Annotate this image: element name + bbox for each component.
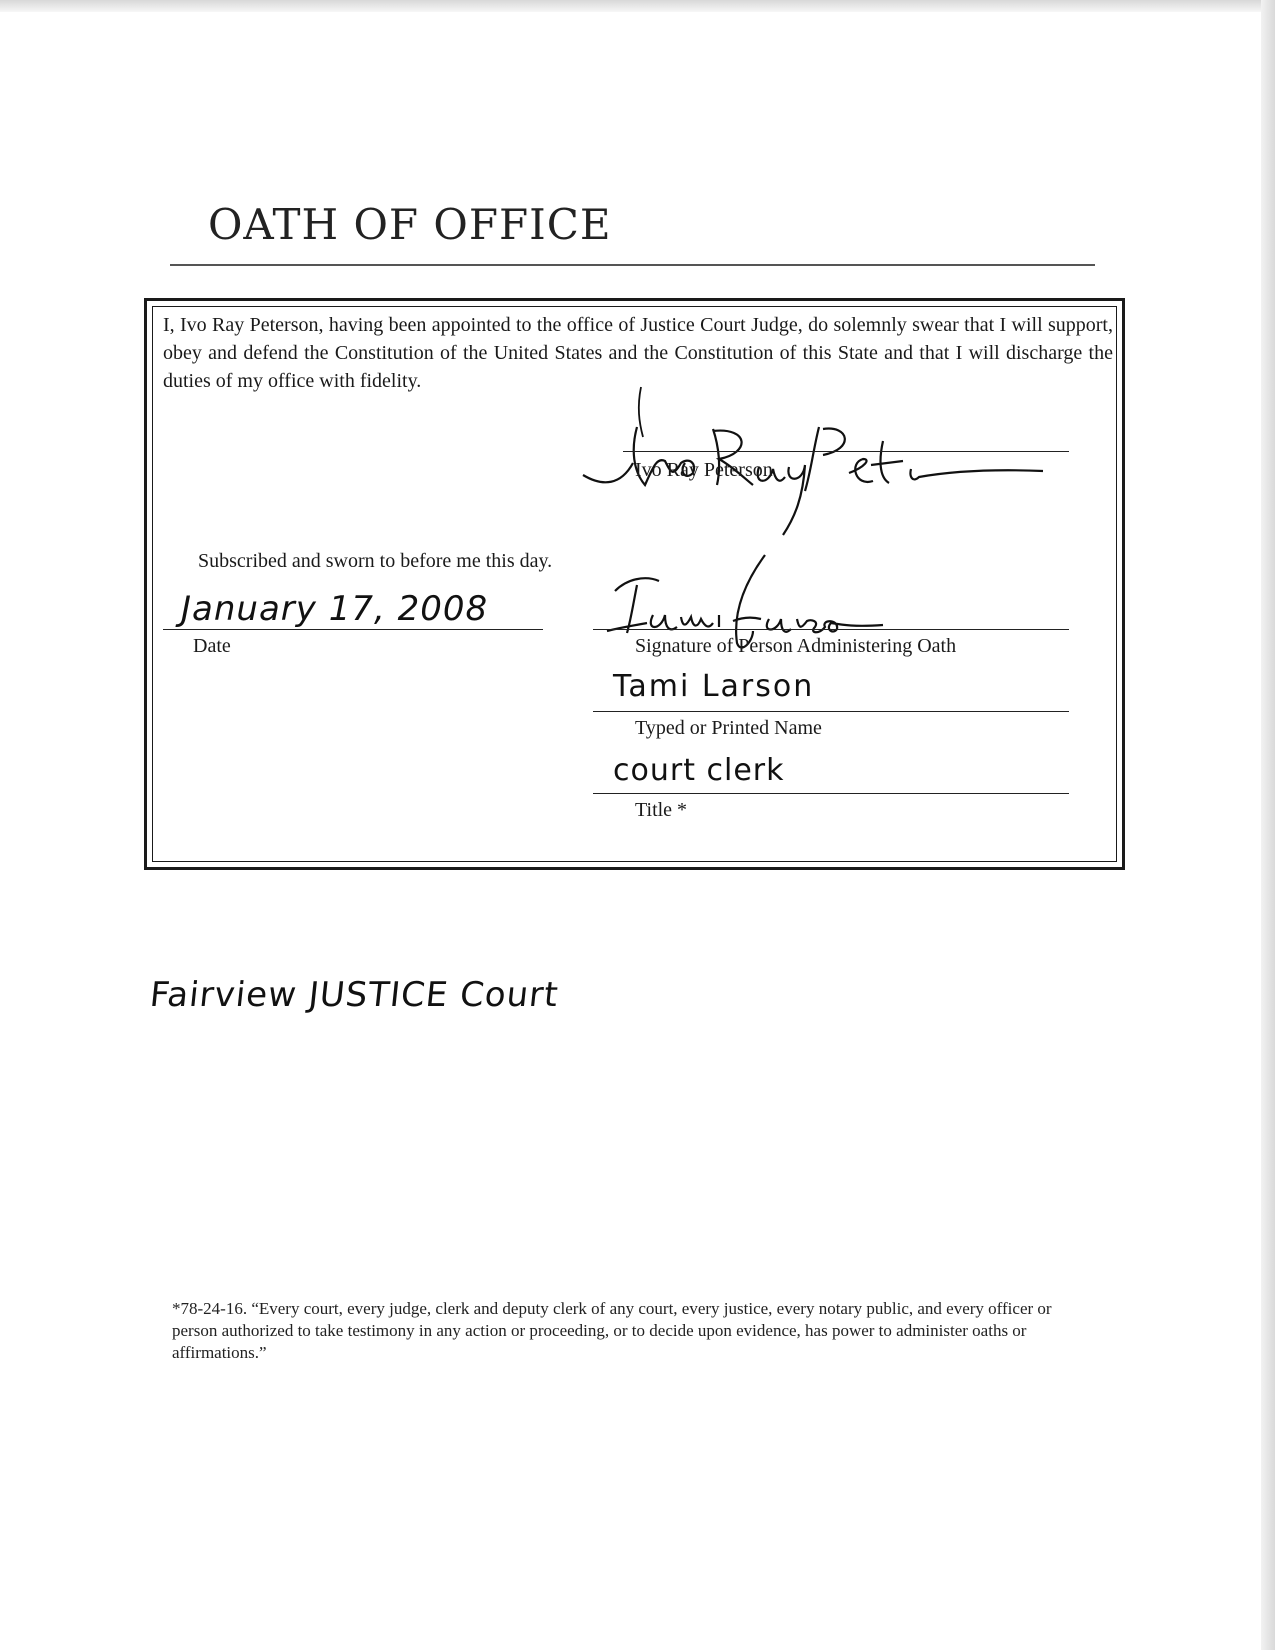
title-label: Title * <box>635 799 688 821</box>
date-line <box>163 629 543 630</box>
court-name: Fairview JUSTICE Court <box>147 975 561 1015</box>
printed-name-label: Typed or Printed Name <box>635 717 822 739</box>
title-line <box>593 793 1069 794</box>
signer-printed-name: Ivo Ray Peterson <box>635 459 773 481</box>
title-rule <box>170 264 1095 266</box>
oath-statement: I, Ivo Ray Peterson, having been appointed to the office of Justice Court Judge, do solemnly swear that I will support, obey and defend the Constitution of the United States and the Constitution of this State and that I will discharge the duties of my office with fidelity. <box>163 314 1113 392</box>
signer-signature-line <box>623 451 1069 452</box>
administrator-signature-label: Signature of Person Administering Oath <box>635 635 957 657</box>
administrator-title-value: court clerk <box>613 753 785 788</box>
printed-name-line <box>593 711 1069 712</box>
statute-footnote: *78-24-16. “Every court, every judge, clerk and deputy clerk of any court, every justice, every notary public, and every officer or person authorized to take testimony in any action or proceeding, or to decide upon evidence, has power to administer oaths or affirmations.” <box>172 1299 1052 1362</box>
administrator-printed-name-value: Tami Larson <box>613 669 815 704</box>
document-title: OATH OF OFFICE <box>208 200 612 249</box>
page-top-edge <box>0 0 1275 12</box>
administrator-signature-line <box>593 629 1069 630</box>
page-edge <box>1261 0 1275 1650</box>
oath-box <box>144 298 1125 870</box>
date-value: January 17, 2008 <box>181 589 489 629</box>
date-label: Date <box>193 635 231 657</box>
sworn-statement: Subscribed and sworn to before me this day. <box>198 550 553 572</box>
oath-inner-border <box>152 306 1117 862</box>
